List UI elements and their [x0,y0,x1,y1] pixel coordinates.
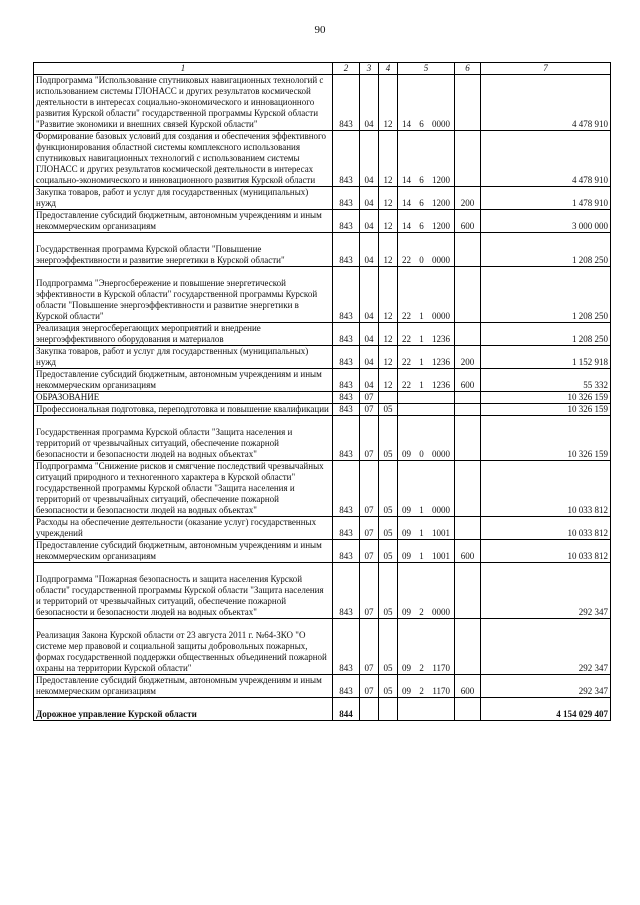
target-article-part: 1170 [432,686,450,696]
target-article-part: 0000 [432,255,450,265]
target-article-part: 14 [402,198,411,208]
table-row [34,267,611,323]
section-code-cell: 07 [360,392,379,404]
target-article-cell [398,416,455,461]
target-article-cell [398,75,455,131]
section-code-cell: 07 [360,404,379,416]
table-row [34,461,611,517]
amount-cell: 10 033 812 [481,517,611,540]
target-article-cell [398,392,455,404]
ministry-code-cell: 843 [333,210,360,233]
table-row [34,416,611,461]
target-article-part: 0 [419,449,424,459]
header-cell: 5 [398,63,455,75]
header-row [34,63,611,75]
row-name-cell: Государственная программа Курской области "Повышение энергоэффективности и развитие энергетики в Курской области" [34,233,333,267]
ministry-code-cell: 843 [333,267,360,323]
target-article-part: 1170 [432,663,450,673]
target-article-cell [398,187,455,210]
section-code-cell: 07 [360,619,379,675]
subsection-code-cell: 05 [379,619,398,675]
subsection-code-cell: 12 [379,75,398,131]
subsection-code-cell: 05 [379,461,398,517]
target-article-part: 09 [402,449,411,459]
target-article-part: 14 [402,221,411,231]
ministry-code-cell: 843 [333,540,360,563]
row-name-cell: Реализация Закона Курской области от 23 августа 2011 г. №64-ЗКО "О системе мер правовой и социальной защиты добровольных пожарных, формах государственной поддержки общественных объединений пожарной охраны на территории Курской области" [34,619,333,675]
ministry-code-cell: 843 [333,461,360,517]
subsection-code-cell: 12 [379,346,398,369]
target-article-cell [398,619,455,675]
section-code-cell: 04 [360,323,379,346]
amount-cell: 1 152 918 [481,346,611,369]
target-article-cell [398,369,455,392]
row-name-cell: Формирование базовых условий для создания и обеспечения эффективного функционирования областной системы комплексного использования спутниковых навигационных технологий с использованием системы ГЛОНАСС и других результатов космической деятельности в интересах социально-экономического и инновационного развития Курской области [34,131,333,187]
target-article-part: 1 [419,505,424,515]
section-code-cell [360,698,379,721]
target-article-part: 1 [419,528,424,538]
target-article-cell [398,233,455,267]
amount-cell: 292 347 [481,563,611,619]
section-code-cell: 04 [360,346,379,369]
row-name-cell: Дорожное управление Курской области [34,698,333,721]
target-article-part: 2 [419,663,424,673]
ministry-code-cell: 843 [333,131,360,187]
target-article-part: 09 [402,607,411,617]
subsection-code-cell: 05 [379,416,398,461]
target-article-part: 1236 [432,334,450,344]
row-name-cell: ОБРАЗОВАНИЕ [34,392,333,404]
header-cell: 6 [455,63,481,75]
target-article-cell [398,517,455,540]
target-article-part: 2 [419,607,424,617]
target-article-part: 1001 [432,551,450,561]
ministry-code-cell: 843 [333,416,360,461]
target-article-part: 22 [402,311,411,321]
target-article-part: 1 [419,357,424,367]
expense-type-cell [455,517,481,540]
section-code-cell: 04 [360,210,379,233]
subsection-code-cell: 12 [379,323,398,346]
target-article-cell [398,404,455,416]
ministry-code-cell: 843 [333,619,360,675]
expense-type-cell [455,619,481,675]
amount-cell: 10 326 159 [481,404,611,416]
expense-type-cell: 600 [455,369,481,392]
expense-type-cell: 600 [455,675,481,698]
row-name-cell: Закупка товаров, работ и услуг для государственных (муниципальных) нужд [34,187,333,210]
target-article-part: 22 [402,357,411,367]
expense-type-cell [455,267,481,323]
amount-cell: 1 208 250 [481,233,611,267]
subsection-code-cell: 05 [379,563,398,619]
section-code-cell: 04 [360,233,379,267]
target-article-part: 1 [419,380,424,390]
subsection-code-cell [379,392,398,404]
amount-cell: 292 347 [481,675,611,698]
table-row [34,233,611,267]
section-code-cell: 04 [360,187,379,210]
expense-type-cell [455,563,481,619]
subsection-code-cell: 05 [379,517,398,540]
table-row [34,563,611,619]
target-article-part: 1236 [432,357,450,367]
table-row [34,131,611,187]
table-row [34,210,611,233]
target-article-cell [398,698,455,721]
amount-cell: 10 033 812 [481,461,611,517]
amount-cell: 10 326 159 [481,416,611,461]
amount-cell: 292 347 [481,619,611,675]
section-code-cell: 07 [360,517,379,540]
target-article-cell [398,346,455,369]
amount-cell: 1 208 250 [481,267,611,323]
target-article-part: 0000 [432,449,450,459]
header-cell: 4 [379,63,398,75]
target-article-part: 6 [419,221,424,231]
section-code-cell: 04 [360,131,379,187]
header-cell: 3 [360,63,379,75]
expense-type-cell: 200 [455,346,481,369]
expense-type-cell [455,75,481,131]
target-article-part: 14 [402,175,411,185]
subsection-code-cell: 05 [379,540,398,563]
table-row [34,75,611,131]
target-article-part: 6 [419,119,424,129]
amount-cell: 55 332 [481,369,611,392]
section-code-cell: 07 [360,675,379,698]
target-article-part: 0 [419,255,424,265]
ministry-code-cell: 843 [333,233,360,267]
subsection-code-cell: 12 [379,131,398,187]
row-name-cell: Предоставление субсидий бюджетным, автономным учреждениям и иным некоммерческим организациям [34,210,333,233]
target-article-cell [398,210,455,233]
target-article-part: 6 [419,175,424,185]
target-article-cell [398,675,455,698]
row-name-cell: Профессиональная подготовка, переподготовка и повышение квалификации [34,404,333,416]
expense-type-cell [455,233,481,267]
header-cell: 1 [34,63,333,75]
subsection-code-cell: 12 [379,369,398,392]
subsection-code-cell: 12 [379,233,398,267]
target-article-part: 1200 [432,221,450,231]
target-article-part: 09 [402,551,411,561]
section-code-cell: 04 [360,267,379,323]
ministry-code-cell: 843 [333,404,360,416]
target-article-part: 1236 [432,380,450,390]
target-article-part: 0000 [432,607,450,617]
ministry-code-cell: 843 [333,346,360,369]
ministry-code-cell: 843 [333,75,360,131]
ministry-code-cell: 843 [333,675,360,698]
subsection-code-cell: 05 [379,675,398,698]
amount-cell: 3 000 000 [481,210,611,233]
ministry-code-cell: 843 [333,517,360,540]
row-name-cell: Подпрограмма "Энергосбережение и повышение энергетической эффективности в Курской области" государственной программы Курской области "Повышение энергоэффективности и развитие энергетики в Курской области" [34,267,333,323]
header-cell: 7 [481,63,611,75]
subsection-code-cell: 12 [379,210,398,233]
target-article-cell [398,323,455,346]
table-row [34,346,611,369]
row-name-cell: Реализация энергосберегающих мероприятий и внедрение энергоэффективного оборудования и материалов [34,323,333,346]
target-article-cell [398,540,455,563]
table-row [34,675,611,698]
expense-type-cell [455,323,481,346]
table-row [34,540,611,563]
amount-cell: 4 478 910 [481,75,611,131]
row-name-cell: Подпрограмма "Снижение рисков и смягчение последствий чрезвычайных ситуаций природного и техногенного характера в Курской области" государственной программы Курской области "Защита населения и территорий от чрезвычайных ситуаций, обеспечение пожарной безопасности и безопасности людей на водных объектах" [34,461,333,517]
row-name-cell: Подпрограмма "Пожарная безопасность и защита населения Курской области" государственной программы Курской области "Защита населения и территорий от чрезвычайных ситуаций, обеспечение пожарной безопасности и безопасности людей на водных объектах" [34,563,333,619]
subsection-code-cell [379,698,398,721]
target-article-part: 0000 [432,311,450,321]
target-article-part: 0000 [432,505,450,515]
row-name-cell: Подпрограмма "Использование спутниковых навигационных технологий с использованием системы ГЛОНАСС и других результатов космической деятельности в интересах социально-экономического и инновационного развития Курской области" государственной программы Курской области "Развитие экономики и внешних связей Курской области" [34,75,333,131]
target-article-cell [398,267,455,323]
table-row [34,187,611,210]
expense-type-cell [455,404,481,416]
table-row [34,517,611,540]
expense-type-cell [455,131,481,187]
target-article-part: 22 [402,255,411,265]
target-article-part: 09 [402,686,411,696]
table-row [34,323,611,346]
target-article-part: 1001 [432,528,450,538]
page-number: 90 [314,24,326,36]
section-code-cell: 04 [360,369,379,392]
target-article-part: 09 [402,505,411,515]
row-name-cell: Предоставление субсидий бюджетным, автономным учреждениям и иным некоммерческим организациям [34,369,333,392]
target-article-part: 1 [419,551,424,561]
ministry-code-cell: 843 [333,563,360,619]
ministry-code-cell: 843 [333,369,360,392]
row-name-cell: Предоставление субсидий бюджетным, автономным учреждениям и иным некоммерческим организациям [34,540,333,563]
subsection-code-cell: 12 [379,267,398,323]
table-row [34,698,611,721]
table-body [34,75,611,721]
target-article-part: 1 [419,334,424,344]
ministry-code-cell: 844 [333,698,360,721]
row-name-cell: Закупка товаров, работ и услуг для государственных (муниципальных) нужд [34,346,333,369]
section-code-cell: 07 [360,540,379,563]
target-article-part: 1200 [432,175,450,185]
amount-cell: 4 478 910 [481,131,611,187]
target-article-part: 1 [419,311,424,321]
table-row [34,619,611,675]
expense-type-cell: 200 [455,187,481,210]
amount-cell: 1 478 910 [481,187,611,210]
ministry-code-cell: 843 [333,323,360,346]
subsection-code-cell: 12 [379,187,398,210]
target-article-part: 22 [402,380,411,390]
amount-cell: 4 154 029 407 [481,698,611,721]
target-article-cell [398,461,455,517]
header-cell: 2 [333,63,360,75]
target-article-cell [398,563,455,619]
target-article-part: 2 [419,686,424,696]
ministry-code-cell: 843 [333,392,360,404]
target-article-part: 0000 [432,119,450,129]
section-code-cell: 07 [360,461,379,517]
target-article-cell [398,131,455,187]
expense-type-cell: 600 [455,540,481,563]
budget-table [33,62,611,721]
section-code-cell: 07 [360,416,379,461]
row-name-cell: Государственная программа Курской области "Защита населения и территорий от чрезвычайных ситуаций, обеспечение пожарной безопасности и безопасности людей на водных объектах" [34,416,333,461]
expense-type-cell [455,461,481,517]
subsection-code-cell: 05 [379,404,398,416]
target-article-part: 22 [402,334,411,344]
row-name-cell: Расходы на обеспечение деятельности (оказание услуг) государственных учреждений [34,517,333,540]
amount-cell: 10 033 812 [481,540,611,563]
expense-type-cell: 600 [455,210,481,233]
expense-type-cell [455,698,481,721]
target-article-part: 14 [402,119,411,129]
amount-cell: 1 208 250 [481,323,611,346]
table-row [34,392,611,404]
amount-cell: 10 326 159 [481,392,611,404]
row-name-cell: Предоставление субсидий бюджетным, автономным учреждениям и иным некоммерческим организациям [34,675,333,698]
target-article-part: 09 [402,663,411,673]
table-row [34,369,611,392]
expense-type-cell [455,416,481,461]
target-article-part: 1200 [432,198,450,208]
table-row [34,404,611,416]
expense-type-cell [455,392,481,404]
ministry-code-cell: 843 [333,187,360,210]
target-article-part: 09 [402,528,411,538]
section-code-cell: 07 [360,563,379,619]
section-code-cell: 04 [360,75,379,131]
target-article-part: 6 [419,198,424,208]
